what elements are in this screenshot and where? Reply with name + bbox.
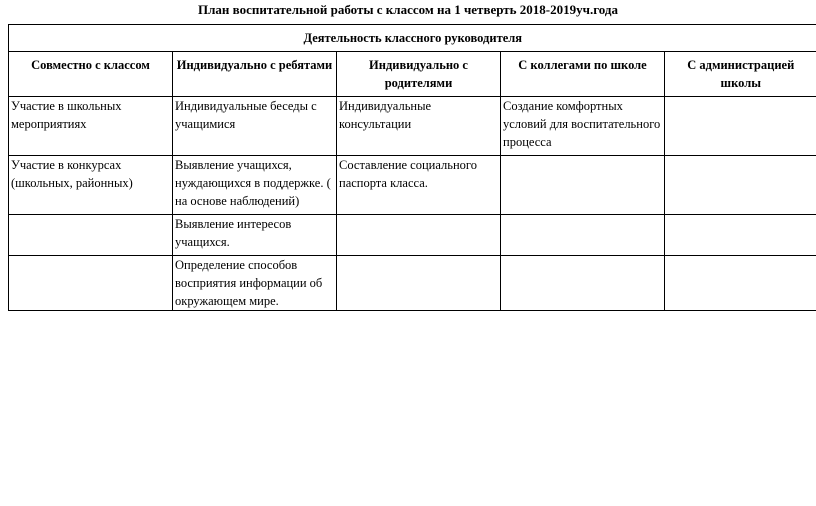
table-cell: Выявление учащихся, нуждающихся в поддержке. ( на основе наблюдений) bbox=[173, 156, 337, 215]
column-header: Индивидуально с ребятами bbox=[173, 52, 337, 97]
table-span-header-row bbox=[9, 25, 816, 52]
table-cell bbox=[501, 256, 665, 311]
column-header: Индивидуально с родителями bbox=[337, 52, 501, 97]
table-cell: Индивидуальные беседы с учащимися bbox=[173, 97, 337, 156]
column-header: С коллегами по школе bbox=[501, 52, 665, 97]
table-cell bbox=[665, 256, 816, 311]
table-cell: Выявление интересов учащихся. bbox=[173, 215, 337, 256]
plan-table bbox=[8, 24, 816, 311]
table-cell: Индивидуальные консультации bbox=[337, 97, 501, 156]
page-title: План воспитательной работы с классом на 1 четверть 2018-2019уч.года bbox=[198, 2, 618, 17]
table-cell bbox=[665, 97, 816, 156]
table-cell bbox=[501, 156, 665, 215]
table-row bbox=[9, 97, 816, 156]
table-cell bbox=[9, 256, 173, 311]
column-header: С администрацией школы bbox=[665, 52, 816, 97]
table-header-row bbox=[9, 52, 816, 97]
table-cell bbox=[9, 215, 173, 256]
table-span-header: Деятельность классного руководителя bbox=[9, 25, 816, 52]
table-cell bbox=[665, 215, 816, 256]
table-cell bbox=[665, 156, 816, 215]
table-row bbox=[9, 156, 816, 215]
table-cell bbox=[337, 256, 501, 311]
table-row bbox=[9, 256, 816, 311]
table-row bbox=[9, 215, 816, 256]
table-cell: Определение способов восприятия информации об окружающем мире. bbox=[173, 256, 337, 311]
table-cell: Составление социального паспорта класса. bbox=[337, 156, 501, 215]
table-cell: Участие в конкурсах (школьных, районных) bbox=[9, 156, 173, 215]
table-cell: Создание комфортных условий для воспитательного процесса bbox=[501, 97, 665, 156]
table-cell: Участие в школьных мероприятиях bbox=[9, 97, 173, 156]
column-header: Совместно с классом bbox=[9, 52, 173, 97]
table-cell bbox=[501, 215, 665, 256]
table-cell bbox=[337, 215, 501, 256]
